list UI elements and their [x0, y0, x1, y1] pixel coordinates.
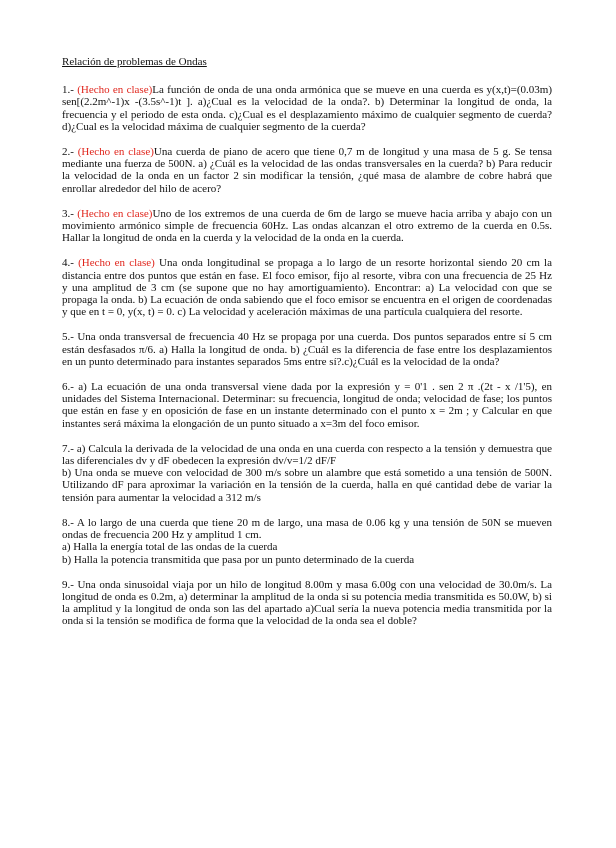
problem-1 — [62, 84, 552, 133]
problem-number: 2.- — [62, 146, 78, 159]
problem-text: 6.- a) La ecuación de una onda transversal viene dada por la expresión y = 0'1 . sen 2 π .(2t - x /1'5), en unidades del Sistema Internacional. Determinar: su frecuencia, longitud de onda; velocidad de fase; los puntos que están en fase y en oposición de fase en un instante determinado con el punto x = 2m ; y Calcular en que instantes será máxima la elongación de un punto situado a x=3m del foco emisor. — [62, 381, 552, 430]
problem-text: Una onda longitudinal se propaga a lo largo de un resorte horizontal siendo 20 cm la distancia entre dos puntos que están en fase. El foco emisor, fijo al resorte, vibra con una frecuencia de 25 Hz y una amplitud de 3 cm (se supone que no hay amortiguamiento). Encontrar: a) La velocidad con que se propaga la onda. b) La ecuación de onda sabiendo que el foco emisor se encuentra en el origen de coordenadas y que en t = 0, y(x, t) = 0. c) La velocidad y aceleración máximas de una partícula cualquiera del resorte. — [62, 257, 552, 319]
problem-text: La función de onda de una onda armónica que se mueve en una cuerda es y(x,t)=(0.03m) sen[(2.2m^-1)x -(3.5s^-1)t ]. a)¿Cual es la velocidad de la onda?. b) Determinar la longitud de onda, la frecuencia y el periodo de esta onda. c)¿Cual es el desplazamiento máximo de cualquier segmento de cuerda?d)¿Cual es la velocidad máxima de cualquier segmento de la cuerda? — [62, 84, 553, 133]
hecho-en-clase-tag: (Hecho en clase) — [77, 146, 154, 159]
hecho-en-clase-tag: (Hecho en clase) — [78, 257, 155, 270]
problem-text: 8.- A lo largo de una cuerda que tiene 20 m de largo, una masa de 0.06 kg y una tensión de 50N se mueven ondas de frecuencia 200 Hz y amplitud 1 cm. a) Halla la energía total de las ondas de la cuerda b) Halla la potencia transmitida que pasa por un punto determinado de la cuerda — [62, 516, 552, 566]
problem-4 — [62, 257, 552, 318]
hecho-en-clase-tag: (Hecho en clase) — [77, 207, 153, 220]
problem-3 — [62, 208, 552, 245]
problem-text: Una cuerda de piano de acero que tiene 0,7 m de longitud y una masa de 5 g. Se tensa mediante una fuerza de 500N. a) ¿Cuál es la velocidad de las ondas transversales en la cuerda? b) Para reducir la velocidad de la onda en un factor 2 sin modificar la tensión, ¿qué masa de alambre de cobre habrá que enrollar alrededor del hilo de acero? — [62, 146, 552, 195]
document-title: Relación de problemas de Ondas — [62, 56, 207, 68]
problem-9 — [62, 579, 552, 628]
problem-8 — [62, 517, 552, 566]
hecho-en-clase-tag: (Hecho en clase) — [77, 84, 153, 97]
problem-5 — [62, 331, 552, 368]
problem-text: 5.- Una onda transversal de frecuencia 40 Hz se propaga por una cuerda. Dos puntos separados entre sí 5 cm están desfasados π/6. a) Halla la longitud de onda. b) ¿Cuál es la diferencia de fase entre los desplazamientos en un punto determinado para instantes separados 5ms entre sí?.c)¿Cuál es la velocidad de la onda? — [62, 331, 552, 368]
problem-number: 1.- — [62, 84, 78, 97]
problem-6 — [62, 381, 552, 430]
document-page — [62, 56, 552, 641]
problem-2 — [62, 146, 552, 195]
problem-number: 3.- — [62, 207, 78, 220]
problem-number: 4.- — [62, 257, 79, 270]
problem-text: Uno de los extremos de una cuerda de 6m de largo se mueve hacia arriba y abajo con un movimiento armónico simple de frecuencia 60Hz. Las ondas alcanzan el otro extremo de la cuerda en 0.5s. Hallar la longitud de onda en la cuerda y la velocidad de la onda en la cuerda. — [62, 207, 552, 245]
problem-7 — [62, 443, 552, 504]
problem-text: 9.- Una onda sinusoidal viaja por un hilo de longitud 8.00m y masa 6.00g con una velocidad de 30.0m/s. La longitud de onda es 0.2m, a) determinar la amplitud de la onda si su potencia media transmitida es 50.0W, b) si la amplitud y la longitud de onda son las del apartado a)Cual sería la nueva potencia media transmitida por la onda si la tensión se modifica de forma que la velocidad de la onda sea el doble? — [62, 578, 552, 628]
problem-text: 7.- a) Calcula la derivada de la velocidad de una onda en una cuerda con respecto a la tensión y demuestra que las diferenciales dv y dF obedecen la expresión dv/v=1/2 dF/F b) Una onda se mueve con velocidad de 300 m/s sobre un alambre que está sometido a una tensión de 500N. Utilizando dF para aproximar la variación en la tensión de la cuerda, halla en qué cantidad debe de variar la tensión para aumentar la velocidad a 312 m/s — [62, 442, 552, 504]
